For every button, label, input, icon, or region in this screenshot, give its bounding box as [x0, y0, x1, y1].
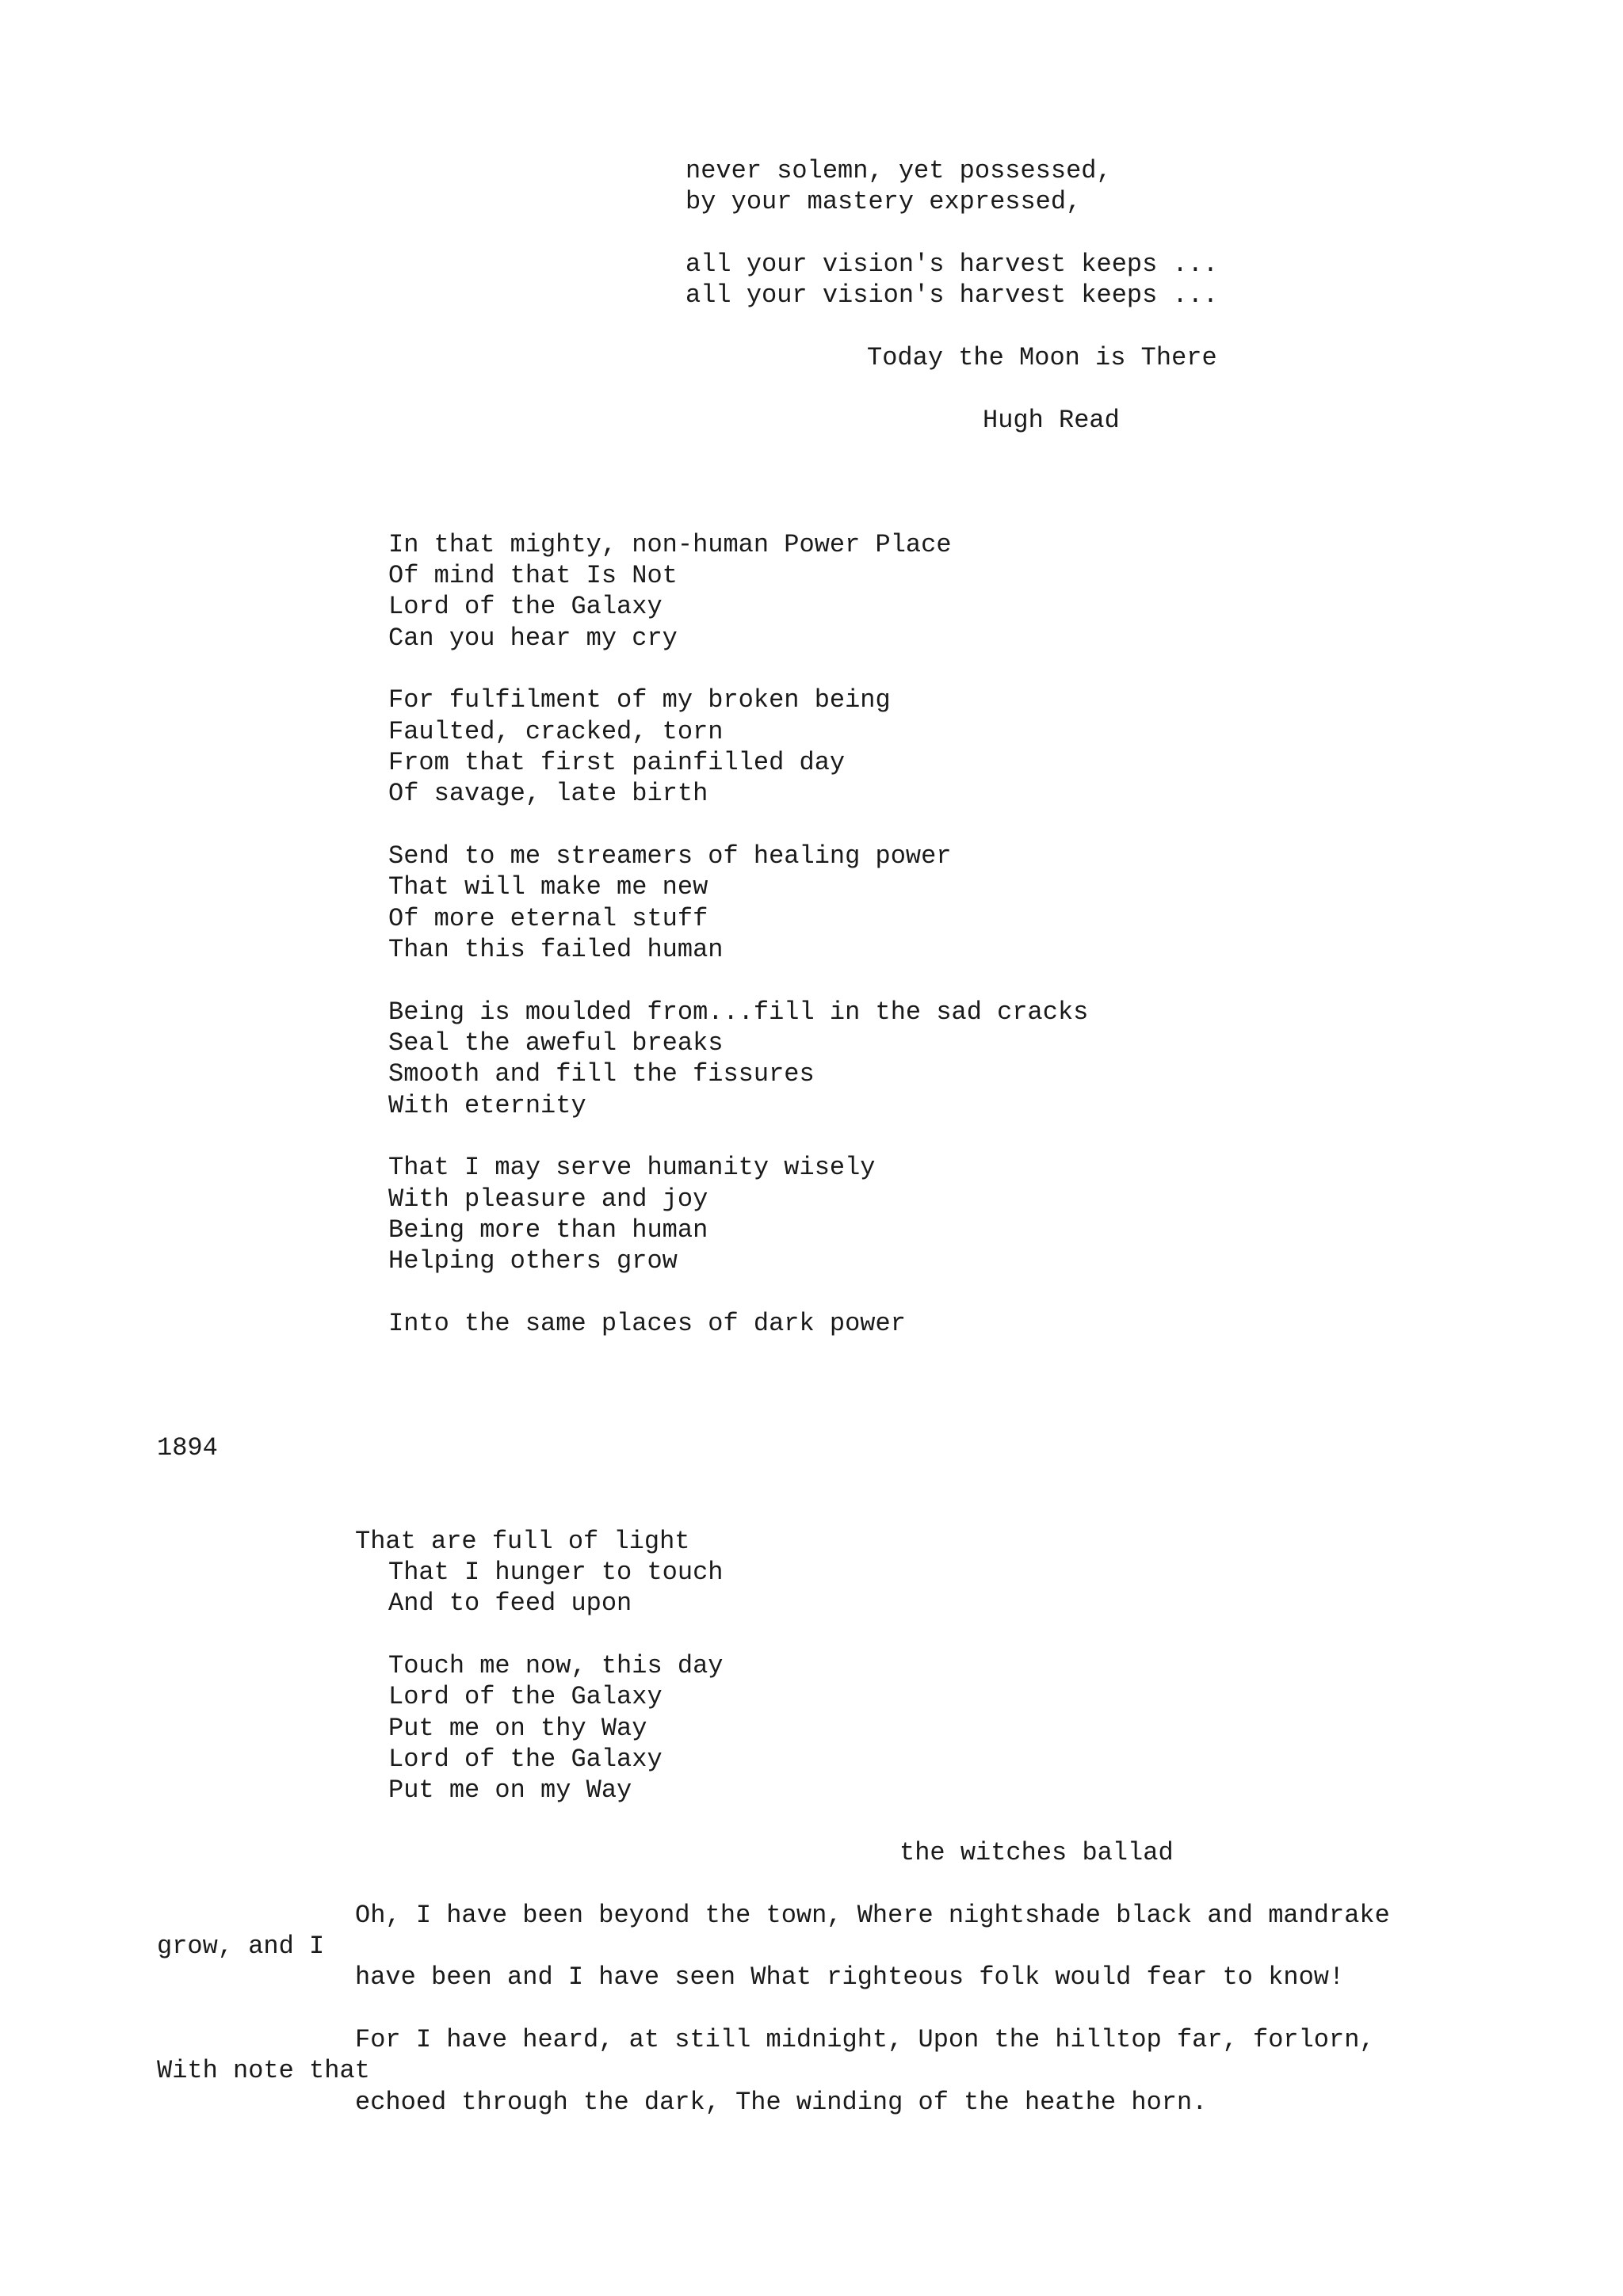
- text-line: never solemn, yet possessed,: [685, 156, 1112, 185]
- text-line: Being is moulded from...fill in the sad cracks: [388, 997, 1089, 1027]
- text-line: Touch me now, this day: [388, 1651, 724, 1680]
- text-line: Seal the aweful breaks: [388, 1028, 724, 1058]
- poem-author: Hugh Read: [983, 406, 1120, 435]
- text-line: Lord of the Galaxy: [388, 592, 663, 621]
- text-line: all your vision's harvest keeps ...: [685, 280, 1219, 310]
- text-line: Into the same places of dark power: [388, 1309, 906, 1338]
- text-line: Lord of the Galaxy: [388, 1745, 663, 1774]
- text-line: And to feed upon: [388, 1589, 632, 1618]
- text-line: That are full of light: [355, 1527, 690, 1556]
- text-line: Helping others grow: [388, 1246, 678, 1276]
- text-line: From that first painfilled day: [388, 748, 846, 777]
- text-line: by your mastery expressed,: [685, 187, 1082, 216]
- poem-title: Today the Moon is There: [867, 343, 1217, 372]
- text-line: Than this failed human: [388, 935, 724, 964]
- text-line: Can you hear my cry: [388, 624, 678, 653]
- text-line: With pleasure and joy: [388, 1184, 708, 1214]
- text-line: grow, and I: [157, 1932, 325, 1961]
- text-line: Oh, I have been beyond the town, Where nightshade black and mandrake: [355, 1901, 1390, 1930]
- text-line: Smooth and fill the fissures: [388, 1059, 815, 1089]
- text-line: echoed through the dark, The winding of the heathe horn.: [355, 2088, 1208, 2117]
- text-line: In that mighty, non-human Power Place: [388, 530, 952, 559]
- text-line: Of more eternal stuff: [388, 904, 708, 933]
- ballad-title: the witches ballad: [899, 1838, 1174, 1867]
- text-line: Of mind that Is Not: [388, 561, 678, 590]
- text-line: Being more than human: [388, 1215, 708, 1245]
- text-line: Faulted, cracked, torn: [388, 717, 724, 746]
- text-line: That will make me new: [388, 872, 708, 902]
- text-line: Put me on thy Way: [388, 1714, 647, 1743]
- text-line: For I have heard, at still midnight, Upon the hilltop far, forlorn,: [355, 2025, 1375, 2054]
- text-line: Lord of the Galaxy: [388, 1682, 663, 1711]
- text-line: Put me on my Way: [388, 1775, 632, 1805]
- page-number: 1894: [157, 1433, 218, 1463]
- text-line: Send to me streamers of healing power: [388, 841, 952, 871]
- text-line: That I hunger to touch: [388, 1558, 724, 1587]
- text-line: Of savage, late birth: [388, 779, 708, 808]
- text-line: all your vision's harvest keeps ...: [685, 250, 1219, 279]
- text-line: With note that: [157, 2056, 370, 2085]
- text-line: For fulfilment of my broken being: [388, 685, 891, 715]
- text-line: With eternity: [388, 1091, 586, 1120]
- text-line: have been and I have seen What righteous folk would fear to know!: [355, 1962, 1345, 1992]
- text-line: That I may serve humanity wisely: [388, 1153, 876, 1182]
